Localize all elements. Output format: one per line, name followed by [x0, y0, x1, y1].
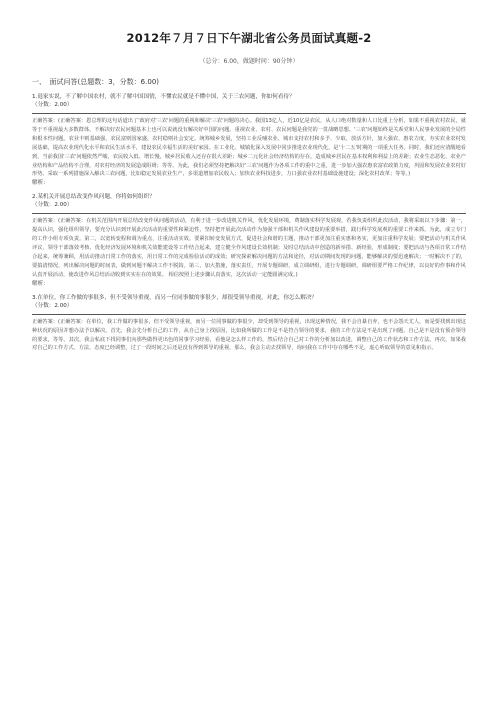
section-heading: 一、 面试问答(总题数：3，分数：6.00) [32, 78, 160, 86]
document-title: 2012年７月７日下午湖北省公务员面试真题-2 [126, 31, 372, 45]
divider [32, 213, 466, 214]
question-block [32, 294, 466, 354]
divider [32, 314, 466, 315]
analysis-label: 解析： [32, 180, 49, 187]
analysis-label: 解析： [32, 280, 49, 287]
document-subtitle: （总分：6.00，做题时间：90分钟） [199, 58, 299, 65]
question-score: （分数：2.00） [32, 102, 73, 108]
question-text: 2.某机关开展总结改变作风问题，你将如何组织？ [32, 194, 155, 201]
divider [32, 113, 466, 114]
question-score: （分数：2.00） [32, 202, 73, 209]
answer-text: 正确答案：(正确答案：在机关范围内开展总结改变作风问题的活动，有利于进一步改进机关作风，优化发展环境，费制落实科学发展观，若我负责组织此次活动，我将采取以下步骤：第一，提高认识，强化组织领导，要充分认识到开展此次活动的重要性和紧迫性，坚持把开展此次活动作为加强干部和机关作风建设的重要举措，践行科学发展观的重要工作来抓。为此，成立专门的工作小组专项负责。第二，以宽转变程和调为重点，注重活动实效。要紧扣转变发展方式，促进社会和谐的主题，推动干部更加注重实惠和务实，更加注重科学发展；要把活动与机关作风评议、领导干部落效考核、优化经济发展环境和机关效能建设等工作结合起来，建立健全作风建设长效机制；及时总结活动中创造的新举措、新经验，形成制度；要把活动与各项日常工作结合起来，统筹兼顾，用活动推动日常工作的落实，用日常工作的完成检验活动的成效；研究探索解决问题的方法和途径，对活动期间发现的问题，能够解决的要迅速解决；一时解决不了的，要搞清情况，列出解决问题的时间表，做到问题不解决工作不脱钩。第三，加大措施，落实责任，开展专题调研，成立调研组，进行专题调研，调研组要严格工作纪律，以良好的作事和作风认真开展活动，使改进作风总结活动收到实实在在的效果。 相信按照上述步骤认真落实，这次活动一定能圆满完成。) [32, 218, 466, 278]
answer-text: 正确答案：(正确答案：恩总理的这句话道出了'政府对'三农'问题的重视和解决'三农'问题的决心。我国13亿人，近10亿是农民，从人口绝对数量和人口比重上分析，如果不重视农村农民，就等于不重视最大多数群体，不解决好农民问题基本上也可以说就没有解决好中国的问题。重视农业、农村、农民问题是我党的一贯战略思想。'三农'问题始终是关系党和人民事业发展的全局性和根本性问题。农业丰则基础强，农民富则国家盛，农村稳则社会安定。统筹城乡发展，坚持工业反哺农业、城市支持农村和多予、少取、放活方针，加大强农、惠农力度，夯实农业农村发展基础，提高农业现代化水平和农民生活水平，建设农民幸福生活的美好家园。在工业化、城镇化深入发展中同步推进农业现代化，是'十二五'时期的一项重大任务。同时，我们还应清醒地看到，当前我国'三农'问题依然严峻，农民收入低、增长慢，城乡居民收入还存在很大差距；城乡二元化社会经济结构的存在，造成城乡居民在基本权利和利益上的差距；农业生态恶化、农业产业结构和产品结构不合理，对农村经济的发展造成阻碍；等等。为此，我们必须坚持把解决好'三农'问题作为各项工作的重中之重，进一步加大强农惠农富农政策力度，巩固和发展农业农村好形势。采取一系列措施深入解决三农问题，比如稳定发展农业生产，多渠道增加农民收入；加快农业科技进步，力口强农业农村基础设施建设；深化农村改革；等等。) [32, 118, 466, 178]
question-text: 1.退家实说，不了解中国农村，就不了解中国国情，不懂农民就是不懂中国，关于三农问题，你如何看待？ [32, 94, 295, 100]
question-score: （分数：2.00） [32, 302, 73, 309]
question-text: 3.在单位，你工作做的事很多，但不受领导重视，而另一位同事做的事很少，却很受领导重视，对此，你怎么解决？ [32, 294, 318, 301]
question-block [32, 93, 466, 187]
question-block [32, 193, 466, 287]
answer-text: 正确答案：(正确答案：在单位，我工作做的事很多，但不受领导重视，而另一位同事做的事很少，却受到领导的重视，出现这种情况，我不会自暴自弃，也不会怨天尤人，而是要找到出现这种状况的原因并想办法予以解决。首先，我会先分析自己的工作，从自己身上找原因，比如我所做的工作是不是符合领导的要求，我的工作方法是不是出现了问题，自己是不是没有预企领导的要求，等等。其次，我会私底下找同事们向那些做得更出色的同事学习经验，看他是怎么样工作的，然后结合自己对工作的分析加以改进，调整自己的工作状态和工作方法。再次，如果我对自己的工作方式、方法、态度已经调整，过了一段时间之后还是没有得到领导的重视，那么，我会主动去找领导，询问我在工作中存在哪些不足，虚心听取领导的意见和指示。 [32, 318, 466, 352]
